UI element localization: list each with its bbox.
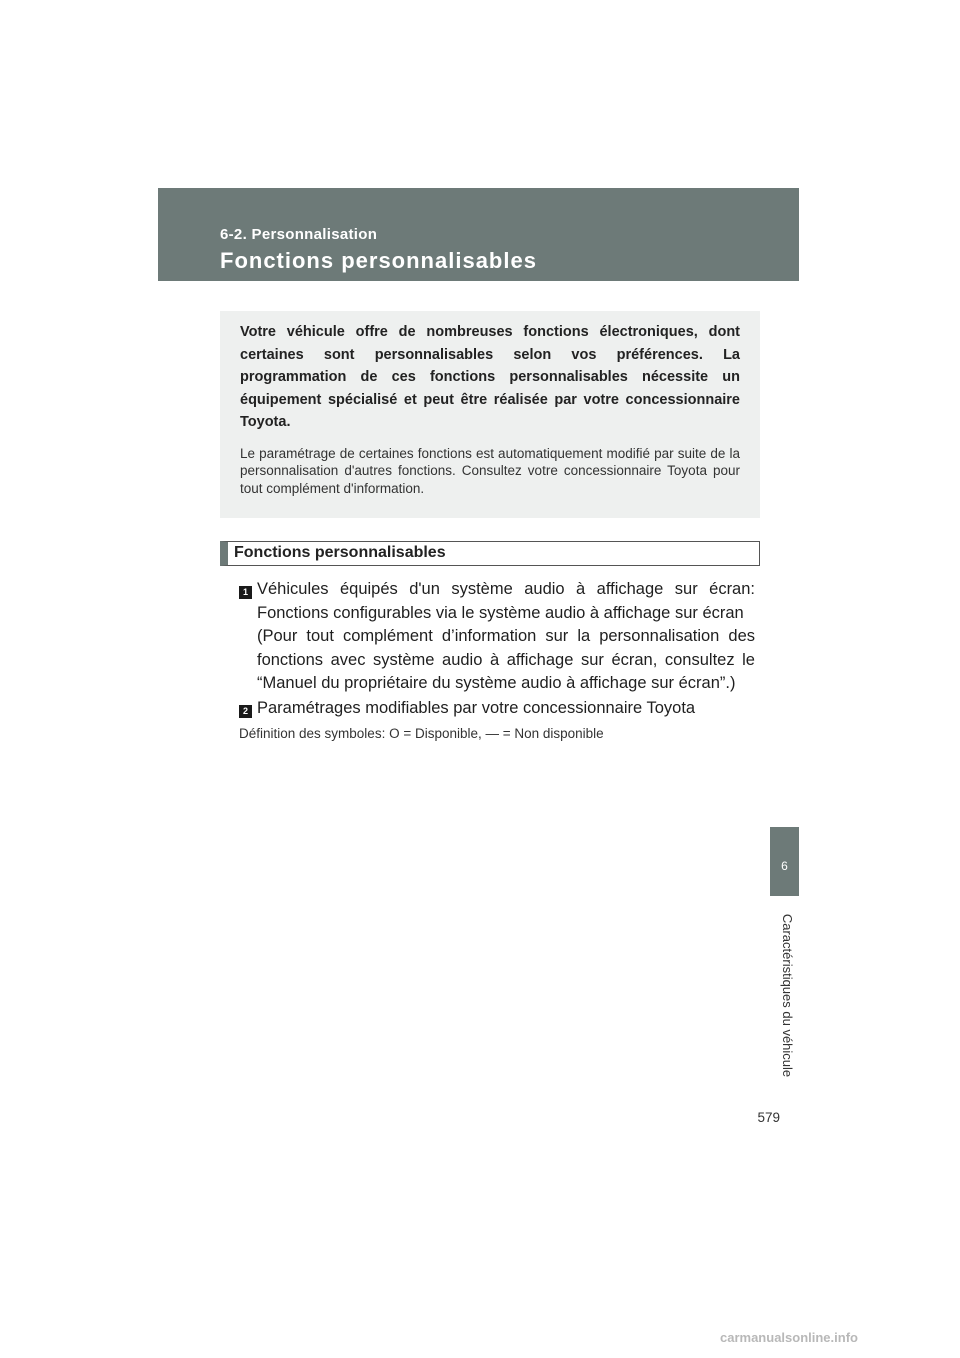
list-item-1 <box>239 578 755 696</box>
intro-box <box>220 311 760 518</box>
intro-bold-text: Votre véhicule offre de nombreuses fonctions électroniques, dont certaines sont personnalisables selon vos préférences. La programmation de ces fonctions personnalisables nécessite un équipement spécialisé et peut être réalisée par votre concessionnaire Toyota. <box>240 324 740 431</box>
list-item-2 <box>239 697 755 721</box>
item-line: fonctions avec système audio à affichage sur écran, consultez le <box>257 650 755 669</box>
header-band <box>158 188 799 281</box>
symbol-definitions: Définition des symboles: O = Disponible, — = Non disponible <box>239 726 604 741</box>
chapter-label <box>775 905 795 1090</box>
chapter-number: 6 <box>781 859 788 873</box>
watermark: carmanualsonline.info <box>720 1330 858 1345</box>
subsection-heading <box>220 541 760 566</box>
section-label: 6-2. Personnalisation <box>220 226 378 243</box>
subsection-title: Fonctions personnalisables <box>234 544 446 561</box>
page-title: Fonctions personnalisables <box>220 248 537 273</box>
page-number: 579 <box>757 1110 780 1125</box>
item-line: “Manuel du propriétaire du système audio à affichage sur écran”.) <box>257 674 736 692</box>
chapter-label-text: Caractéristiques du véhicule <box>780 913 795 1078</box>
chapter-tab <box>770 827 799 896</box>
item-line: Véhicules équipés d'un système audio à affichage sur écran: <box>257 580 755 598</box>
item-line: Paramétrages modifiables par votre concessionnaire Toyota <box>257 699 696 717</box>
number-badge-1: 1 <box>239 586 252 599</box>
item-line: Fonctions configurables via le système audio à affichage sur écran <box>257 603 744 622</box>
item-line: (Pour tout complément d’information sur la personnalisation des <box>257 627 755 645</box>
list-item-text <box>257 578 755 696</box>
list-item-text <box>257 697 755 721</box>
intro-normal-text: Le paramétrage de certaines fonctions est automatiquement modifié par suite de la personnalisation d'autres fonctions. Consultez votre concessionnaire Toyota pour tout complément d'information. <box>240 445 740 496</box>
number-badge-2: 2 <box>239 705 252 718</box>
